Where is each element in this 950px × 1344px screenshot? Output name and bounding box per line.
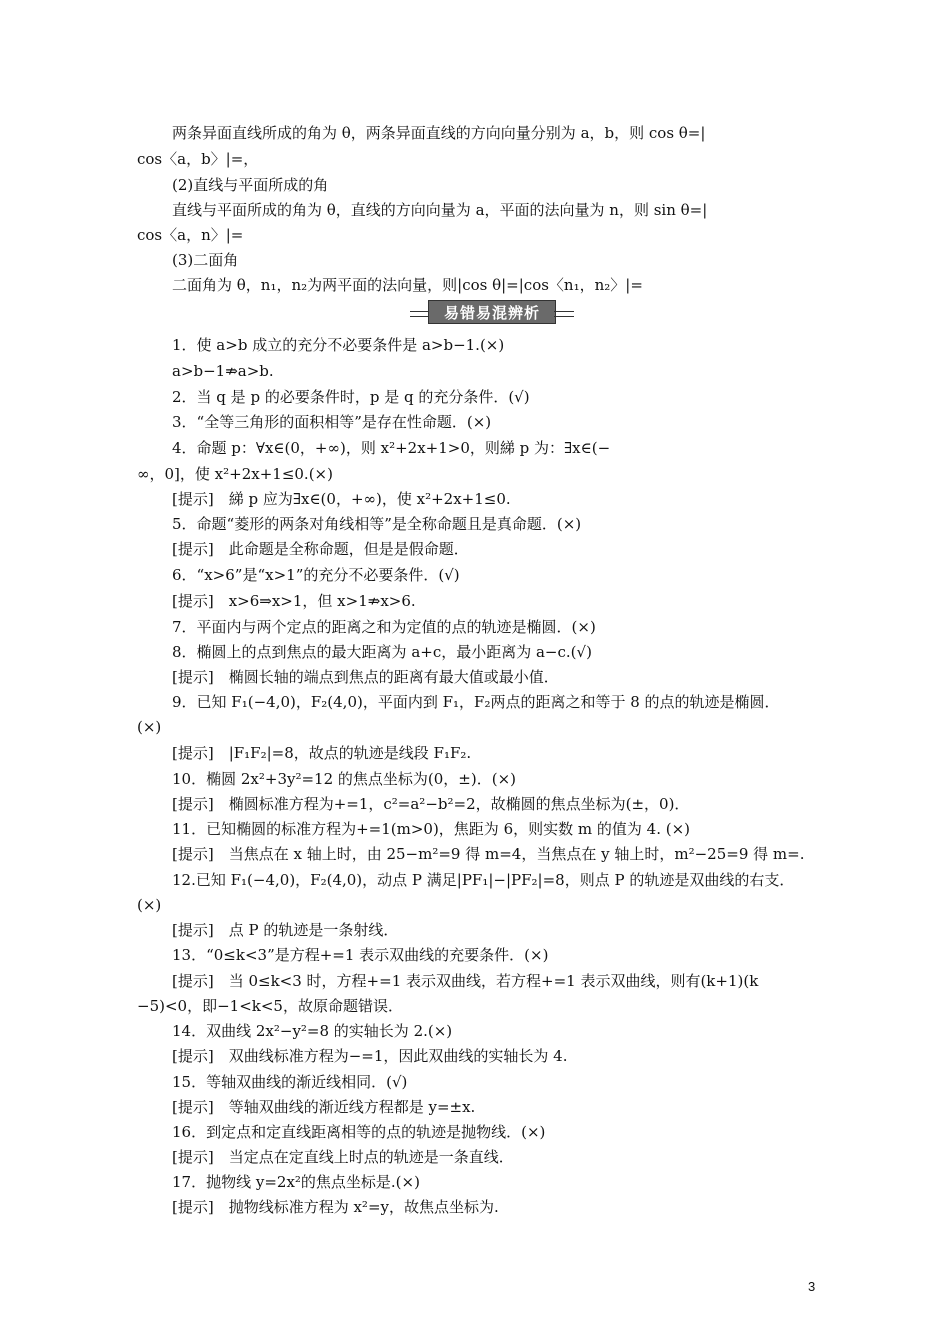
text-line: (2)直线与平面所成的角 [172, 176, 329, 194]
hint-line: [提示] 当焦点在 x 轴上时，由 25−m²=9 得 m=4，当焦点在 y 轴上时，m²−25=9 得 m=. [172, 845, 805, 863]
heading-rule-right [554, 311, 574, 317]
heading-box [428, 300, 556, 324]
page-number: 3 [808, 1279, 816, 1294]
list-item: 2．当 q 是 p 的必要条件时，p 是 q 的充分条件．(√) [172, 388, 530, 406]
hint-line: [提示] 当定点在定直线上时点的轨迹是一条直线． [172, 1148, 514, 1166]
hint-line: [提示] 等轴双曲线的渐近线方程都是 y=±x. [172, 1098, 476, 1116]
hint-line: [提示] 抛物线标准方程为 x²=y，故焦点坐标为. [172, 1198, 499, 1216]
hint-line: [提示] 椭圆长轴的端点到焦点的距离有最大值或最小值． [172, 668, 559, 686]
list-item: 13．“0≤k<3”是方程+=1 表示双曲线的充要条件．(×) [172, 946, 549, 964]
hint-line: [提示] 此命题是全称命题，但是是假命题． [172, 540, 469, 558]
list-item: a>b−1⇏a>b. [172, 362, 274, 380]
list-item: 15．等轴双曲线的渐近线相同．(√) [172, 1073, 408, 1091]
list-item: 14．双曲线 2x²−y²=8 的实轴长为 2.(×) [172, 1022, 453, 1040]
list-item: 9．已知 F₁(−4,0)，F₂(4,0)，平面内到 F₁，F₂两点的距离之和等于 8 的点的轨迹是椭圆． [172, 693, 780, 711]
list-item: (×) [137, 896, 162, 914]
section-title: 易错易混辨析 [443, 303, 540, 322]
list-item: 3．“全等三角形的面积相等”是存在性命题．(×) [172, 413, 492, 431]
list-item: 1．使 a>b 成立的充分不必要条件是 a>b−1.(×) [172, 336, 505, 354]
list-item: 6．“x>6”是“x>1”的充分不必要条件．(√) [172, 566, 460, 584]
list-item: ∞，0]，使 x²+2x+1≤0.(×) [137, 465, 333, 483]
text-line: 二面角为 θ，n₁，n₂为两平面的法向量，则|cos θ|=|cos〈n₁，n₂〉|= [172, 276, 643, 294]
list-item: 11．已知椭圆的标准方程为+=1(m>0)，焦距为 6，则实数 m 的值为 4. (×) [172, 820, 691, 838]
heading-rule-left [410, 311, 430, 317]
text-line: 两条异面直线所成的角为 θ，两条异面直线的方向向量分别为 a，b，则 cos θ=| [172, 124, 706, 142]
list-item: 8．椭圆上的点到焦点的最大距离为 a+c，最小距离为 a−c.(√) [172, 643, 592, 661]
list-item: 4．命题 p：∀x∈(0，+∞)，则 x²+2x+1>0，则綈 p 为：∃x∈(− [172, 439, 611, 457]
section-heading [410, 300, 574, 324]
hint-line: [提示] x>6⇒x>1，但 x>1⇏x>6. [172, 592, 416, 610]
hint-line: [提示] 綈 p 应为∃x∈(0，+∞)，使 x²+2x+1≤0. [172, 490, 511, 508]
hint-line: [提示] 点 P 的轨迹是一条射线． [172, 921, 399, 939]
list-item: 12.已知 F₁(−4,0)，F₂(4,0)，动点 P 满足|PF₁|−|PF₂|=8，则点 P 的轨迹是双曲线的右支． [172, 871, 795, 889]
text-line: 直线与平面所成的角为 θ，直线的方向向量为 a，平面的法向量为 n，则 sin θ=| [172, 201, 708, 219]
text-line: (3)二面角 [172, 251, 239, 269]
list-item: 10．椭圆 2x²+3y²=12 的焦点坐标为(0，±)．(×) [172, 770, 516, 788]
list-item: 5．命题“菱形的两条对角线相等”是全称命题且是真命题．(×) [172, 515, 582, 533]
list-item: 16．到定点和定直线距离相等的点的轨迹是抛物线．(×) [172, 1123, 546, 1141]
hint-line: [提示] 椭圆标准方程为+=1，c²=a²−b²=2，故椭圆的焦点坐标为(±，0)． [172, 795, 690, 813]
hint-line: −5)<0，即−1<k<5，故原命题错误． [137, 997, 403, 1015]
list-item: 17．抛物线 y=2x²的焦点坐标是.(×) [172, 1173, 420, 1191]
text-line: cos〈a，n〉|= [137, 226, 244, 244]
list-item: 7．平面内与两个定点的距离之和为定值的点的轨迹是椭圆．(×) [172, 618, 596, 636]
hint-line: [提示] 当 0≤k<3 时，方程+=1 表示双曲线，若方程+=1 表示双曲线，则有(k+1)(k [172, 972, 759, 990]
text-line: cos〈a，b〉|=， [137, 150, 259, 168]
hint-line: [提示] 双曲线标准方程为−=1，因此双曲线的实轴长为 4. [172, 1047, 568, 1065]
list-item: (×) [137, 718, 162, 736]
hint-line: [提示] |F₁F₂|=8，故点的轨迹是线段 F₁F₂. [172, 744, 472, 762]
